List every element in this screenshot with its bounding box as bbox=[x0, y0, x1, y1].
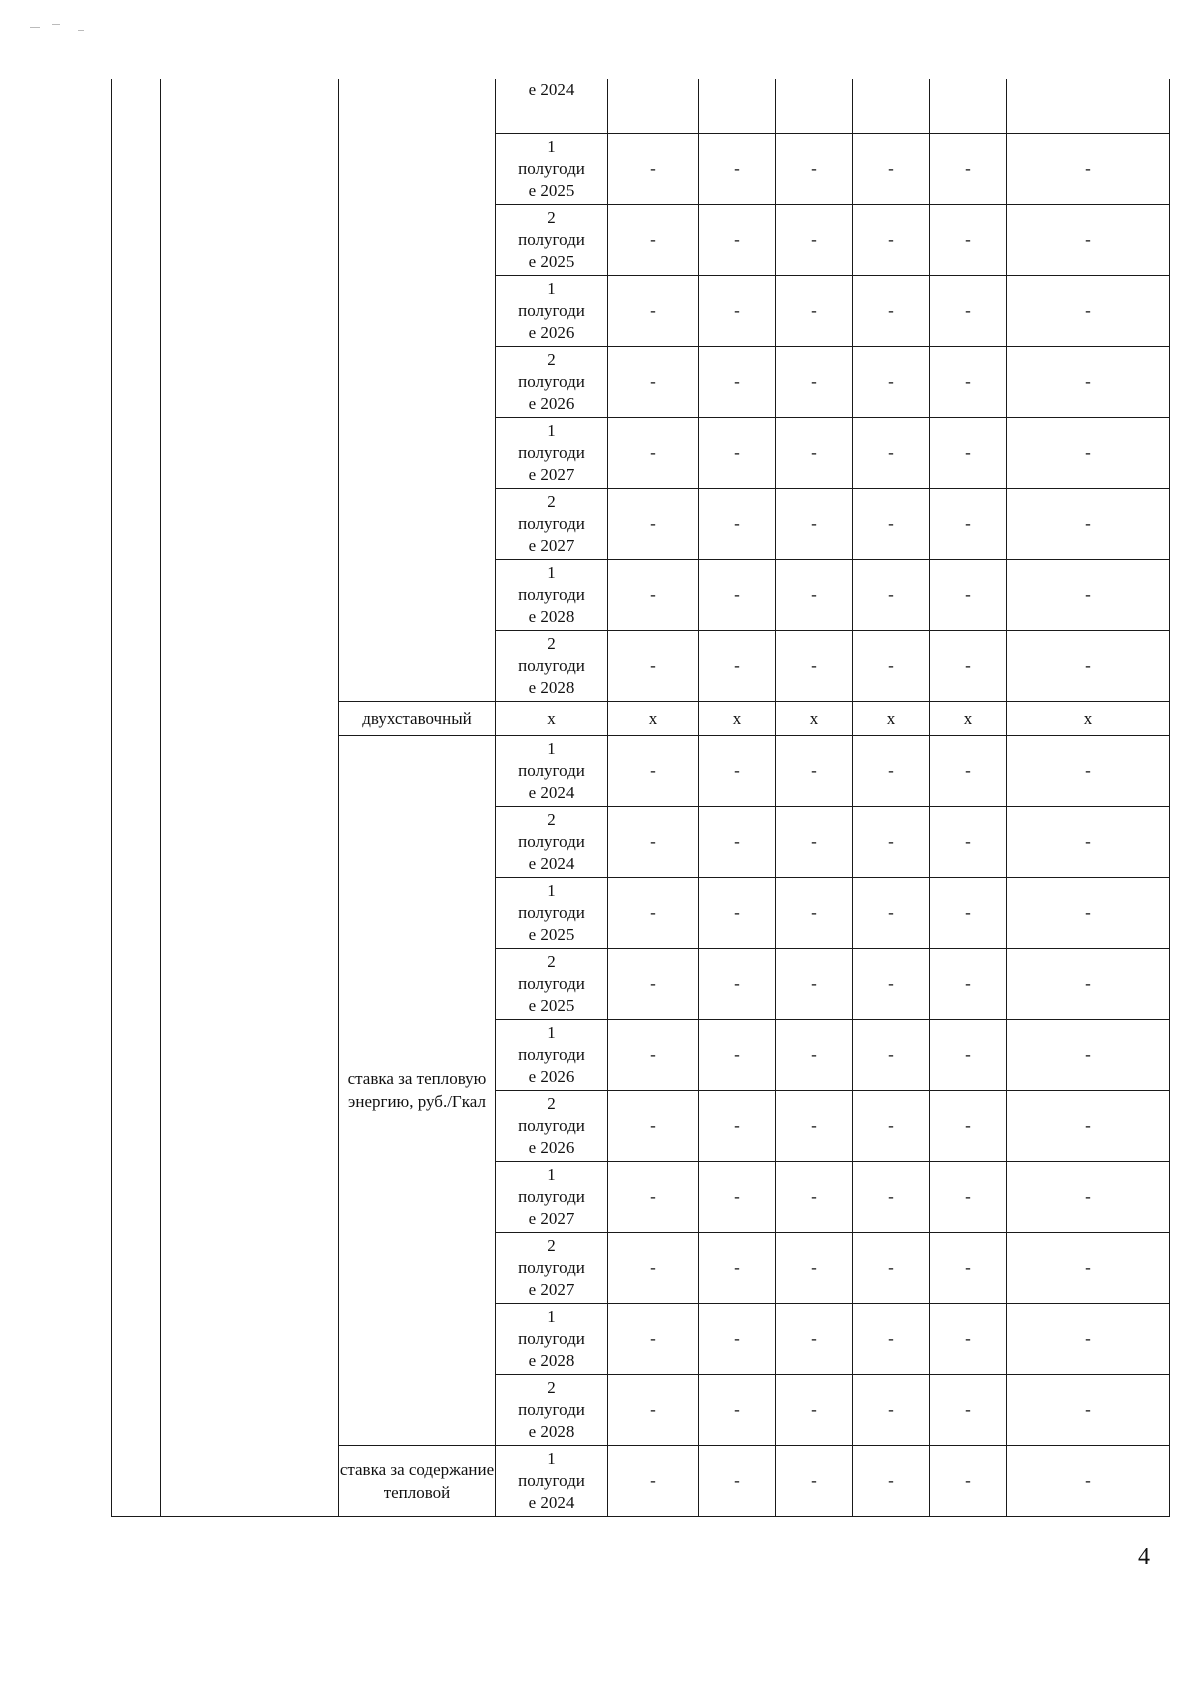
period-word: полугоди bbox=[518, 1470, 585, 1490]
value-cell: - bbox=[699, 417, 776, 488]
maintenance-rate-label: ставка за содержание тепловой bbox=[339, 1445, 496, 1516]
value-cell: - bbox=[608, 275, 699, 346]
value-cell: - bbox=[699, 133, 776, 204]
value-cell bbox=[930, 79, 1007, 133]
value-cell: - bbox=[853, 1374, 930, 1445]
value-cell: - bbox=[699, 1161, 776, 1232]
period-cell bbox=[496, 488, 608, 559]
period-cell bbox=[496, 806, 608, 877]
value-cell: - bbox=[1007, 1303, 1170, 1374]
value-cell: - bbox=[930, 1090, 1007, 1161]
period-word: полугоди bbox=[518, 831, 585, 851]
period-num: 2 bbox=[547, 633, 556, 653]
scan-speck bbox=[78, 30, 84, 31]
period-year: е 2028 bbox=[528, 1421, 575, 1441]
value-cell: - bbox=[608, 559, 699, 630]
value-cell: - bbox=[699, 1019, 776, 1090]
period-num: 1 bbox=[547, 278, 556, 298]
period-year: е 2027 bbox=[528, 1208, 575, 1228]
period-num: 2 bbox=[547, 951, 556, 971]
value-cell: - bbox=[930, 877, 1007, 948]
value-cell: - bbox=[1007, 735, 1170, 806]
period-year: е 2025 bbox=[528, 251, 575, 271]
period-year: е 2026 bbox=[528, 1066, 575, 1086]
value-cell: - bbox=[1007, 488, 1170, 559]
period-cell bbox=[496, 735, 608, 806]
value-cell: - bbox=[853, 1232, 930, 1303]
period-cell bbox=[496, 204, 608, 275]
period-num: 1 bbox=[547, 738, 556, 758]
period-word: полугоди bbox=[518, 371, 585, 391]
value-cell: - bbox=[699, 346, 776, 417]
value-cell: - bbox=[930, 559, 1007, 630]
period-word: полугоди bbox=[518, 1399, 585, 1419]
value-cell: - bbox=[608, 1232, 699, 1303]
period-year: е 2025 bbox=[528, 924, 575, 944]
period-year: е 2026 bbox=[528, 1137, 575, 1157]
value-cell: - bbox=[776, 806, 853, 877]
period-num: 2 bbox=[547, 809, 556, 829]
value-cell: - bbox=[699, 1232, 776, 1303]
value-cell: - bbox=[1007, 133, 1170, 204]
scan-speck bbox=[52, 24, 60, 25]
value-cell: - bbox=[1007, 204, 1170, 275]
period-num: 1 bbox=[547, 1448, 556, 1468]
value-cell: - bbox=[608, 1445, 699, 1516]
organization-column bbox=[161, 79, 339, 1516]
rate-type-column bbox=[339, 79, 496, 701]
value-cell: - bbox=[608, 1161, 699, 1232]
period-cell bbox=[496, 1232, 608, 1303]
value-cell: - bbox=[699, 559, 776, 630]
value-cell: - bbox=[699, 1374, 776, 1445]
value-cell: - bbox=[930, 204, 1007, 275]
value-cell: - bbox=[930, 488, 1007, 559]
period-cell bbox=[496, 1090, 608, 1161]
value-cell: - bbox=[853, 1161, 930, 1232]
period-cell bbox=[496, 1161, 608, 1232]
value-cell: - bbox=[853, 488, 930, 559]
value-cell: - bbox=[699, 275, 776, 346]
period-num: 1 bbox=[547, 136, 556, 156]
period-word: полугоди bbox=[518, 1257, 585, 1277]
tariff-table bbox=[111, 79, 1170, 1517]
value-cell: - bbox=[930, 1161, 1007, 1232]
value-cell: - bbox=[776, 559, 853, 630]
period-num: 1 bbox=[547, 1022, 556, 1042]
value-cell: - bbox=[608, 204, 699, 275]
period-num: 2 bbox=[547, 349, 556, 369]
value-cell: - bbox=[776, 275, 853, 346]
period-cell: е 2024 bbox=[496, 79, 608, 133]
period-year: е 2027 bbox=[528, 535, 575, 555]
value-cell: - bbox=[776, 488, 853, 559]
x-mark-cell: х bbox=[1007, 701, 1170, 735]
value-cell: - bbox=[1007, 1445, 1170, 1516]
period-year: е 2024 bbox=[528, 782, 575, 802]
period-num: 2 bbox=[547, 207, 556, 227]
period-cell bbox=[496, 275, 608, 346]
period-cell bbox=[496, 346, 608, 417]
value-cell: - bbox=[776, 735, 853, 806]
period-year: е 2025 bbox=[528, 995, 575, 1015]
value-cell: - bbox=[1007, 417, 1170, 488]
value-cell: - bbox=[930, 948, 1007, 1019]
value-cell: - bbox=[776, 204, 853, 275]
value-cell: - bbox=[853, 204, 930, 275]
period-cell bbox=[496, 1019, 608, 1090]
value-cell: - bbox=[930, 275, 1007, 346]
value-cell: - bbox=[699, 1303, 776, 1374]
value-cell: - bbox=[608, 133, 699, 204]
value-cell: - bbox=[1007, 1232, 1170, 1303]
value-cell: - bbox=[930, 1232, 1007, 1303]
value-cell: - bbox=[853, 948, 930, 1019]
period-num: 2 bbox=[547, 491, 556, 511]
value-cell: - bbox=[776, 877, 853, 948]
period-year: е 2024 bbox=[528, 1492, 575, 1512]
period-num: 1 bbox=[547, 880, 556, 900]
value-cell: - bbox=[776, 1232, 853, 1303]
value-cell: - bbox=[608, 417, 699, 488]
value-cell: - bbox=[608, 735, 699, 806]
value-cell: - bbox=[776, 1161, 853, 1232]
x-mark-cell: х bbox=[930, 701, 1007, 735]
value-cell: - bbox=[608, 1090, 699, 1161]
period-cell bbox=[496, 630, 608, 701]
value-cell: - bbox=[930, 417, 1007, 488]
period-cell bbox=[496, 1445, 608, 1516]
value-cell: - bbox=[853, 1090, 930, 1161]
value-cell: - bbox=[776, 1090, 853, 1161]
period-word: полугоди bbox=[518, 1115, 585, 1135]
period-year: е 2028 bbox=[528, 606, 575, 626]
period-cell bbox=[496, 417, 608, 488]
value-cell: - bbox=[853, 1019, 930, 1090]
value-cell: - bbox=[1007, 1374, 1170, 1445]
period-cell bbox=[496, 948, 608, 1019]
value-cell: - bbox=[1007, 275, 1170, 346]
value-cell: - bbox=[1007, 1161, 1170, 1232]
value-cell: - bbox=[1007, 630, 1170, 701]
value-cell: - bbox=[776, 133, 853, 204]
period-word: полугоди bbox=[518, 158, 585, 178]
value-cell: - bbox=[853, 133, 930, 204]
period-cell bbox=[496, 1374, 608, 1445]
period-year: е 2025 bbox=[528, 180, 575, 200]
period-word: полугоди bbox=[518, 902, 585, 922]
value-cell: - bbox=[1007, 806, 1170, 877]
value-cell: - bbox=[776, 1445, 853, 1516]
period-word: полугоди bbox=[518, 513, 585, 533]
value-cell: - bbox=[853, 806, 930, 877]
value-cell: - bbox=[930, 133, 1007, 204]
period-year: е 2024 bbox=[528, 853, 575, 873]
number-column bbox=[112, 79, 161, 1516]
value-cell: - bbox=[776, 1303, 853, 1374]
value-cell: - bbox=[776, 1019, 853, 1090]
period-year: е 2028 bbox=[528, 677, 575, 697]
x-mark-cell: х bbox=[608, 701, 699, 735]
value-cell bbox=[699, 79, 776, 133]
x-mark-cell: х bbox=[496, 701, 608, 735]
value-cell: - bbox=[853, 1445, 930, 1516]
heat-energy-rate-label: ставка за тепловую энергию, руб./Гкал bbox=[339, 735, 496, 1445]
value-cell bbox=[608, 79, 699, 133]
value-cell: - bbox=[853, 630, 930, 701]
period-word: полугоди bbox=[518, 442, 585, 462]
value-cell: - bbox=[930, 1019, 1007, 1090]
value-cell: - bbox=[930, 630, 1007, 701]
period-year: е 2027 bbox=[528, 1279, 575, 1299]
scan-speck bbox=[30, 27, 40, 28]
value-cell bbox=[853, 79, 930, 133]
value-cell: - bbox=[853, 735, 930, 806]
value-cell: - bbox=[699, 735, 776, 806]
period-num: 1 bbox=[547, 1306, 556, 1326]
value-cell: - bbox=[853, 346, 930, 417]
period-year: е 2026 bbox=[528, 322, 575, 342]
value-cell: - bbox=[1007, 877, 1170, 948]
value-cell: - bbox=[608, 877, 699, 948]
value-cell: - bbox=[699, 948, 776, 1019]
value-cell: - bbox=[1007, 1019, 1170, 1090]
period-num: 1 bbox=[547, 562, 556, 582]
value-cell: - bbox=[930, 346, 1007, 417]
period-num: 2 bbox=[547, 1093, 556, 1113]
value-cell: - bbox=[699, 630, 776, 701]
value-cell: - bbox=[930, 1374, 1007, 1445]
period-cell bbox=[496, 559, 608, 630]
period-word: полугоди bbox=[518, 300, 585, 320]
value-cell: - bbox=[776, 1374, 853, 1445]
value-cell: - bbox=[853, 275, 930, 346]
value-cell: - bbox=[608, 1019, 699, 1090]
period-year: е 2028 bbox=[528, 1350, 575, 1370]
period-cell bbox=[496, 877, 608, 948]
value-cell bbox=[776, 79, 853, 133]
value-cell: - bbox=[930, 1445, 1007, 1516]
value-cell: - bbox=[930, 735, 1007, 806]
value-cell: - bbox=[1007, 559, 1170, 630]
value-cell: - bbox=[699, 1445, 776, 1516]
period-word: полугоди bbox=[518, 1044, 585, 1064]
x-mark-cell: х bbox=[699, 701, 776, 735]
period-year: е 2026 bbox=[528, 393, 575, 413]
value-cell: - bbox=[608, 1374, 699, 1445]
value-cell: - bbox=[699, 488, 776, 559]
page-number: 4 bbox=[1138, 1544, 1150, 1570]
period-num: 1 bbox=[547, 1164, 556, 1184]
value-cell: - bbox=[699, 877, 776, 948]
value-cell: - bbox=[853, 1303, 930, 1374]
period-year: е 2027 bbox=[528, 464, 575, 484]
value-cell: - bbox=[608, 488, 699, 559]
value-cell: - bbox=[776, 346, 853, 417]
period-word: полугоди bbox=[518, 229, 585, 249]
period-word: полугоди bbox=[518, 655, 585, 675]
period-word: полугоди bbox=[518, 1328, 585, 1348]
period-word: полугоди bbox=[518, 760, 585, 780]
value-cell: - bbox=[930, 806, 1007, 877]
value-cell: - bbox=[930, 1303, 1007, 1374]
two-rate-label: двухставочный bbox=[339, 701, 496, 735]
period-word: полугоди bbox=[518, 1186, 585, 1206]
value-cell: - bbox=[776, 417, 853, 488]
value-cell: - bbox=[853, 877, 930, 948]
period-word: полугоди bbox=[518, 584, 585, 604]
x-mark-cell: х bbox=[853, 701, 930, 735]
table-body bbox=[112, 79, 1170, 1516]
table-row bbox=[112, 79, 1170, 133]
value-cell: - bbox=[699, 806, 776, 877]
value-cell: - bbox=[608, 948, 699, 1019]
value-cell bbox=[1007, 79, 1170, 133]
value-cell: - bbox=[1007, 346, 1170, 417]
value-cell: - bbox=[1007, 1090, 1170, 1161]
value-cell: - bbox=[699, 1090, 776, 1161]
value-cell: - bbox=[1007, 948, 1170, 1019]
value-cell: - bbox=[853, 417, 930, 488]
x-mark-cell: х bbox=[776, 701, 853, 735]
period-num: 2 bbox=[547, 1235, 556, 1255]
value-cell: - bbox=[853, 559, 930, 630]
value-cell: - bbox=[699, 204, 776, 275]
value-cell: - bbox=[608, 1303, 699, 1374]
value-cell: - bbox=[608, 346, 699, 417]
value-cell: - bbox=[608, 630, 699, 701]
value-cell: - bbox=[776, 630, 853, 701]
period-cell bbox=[496, 133, 608, 204]
period-cell bbox=[496, 1303, 608, 1374]
value-cell: - bbox=[776, 948, 853, 1019]
period-word: полугоди bbox=[518, 973, 585, 993]
period-num: 1 bbox=[547, 420, 556, 440]
value-cell: - bbox=[608, 806, 699, 877]
period-num: 2 bbox=[547, 1377, 556, 1397]
